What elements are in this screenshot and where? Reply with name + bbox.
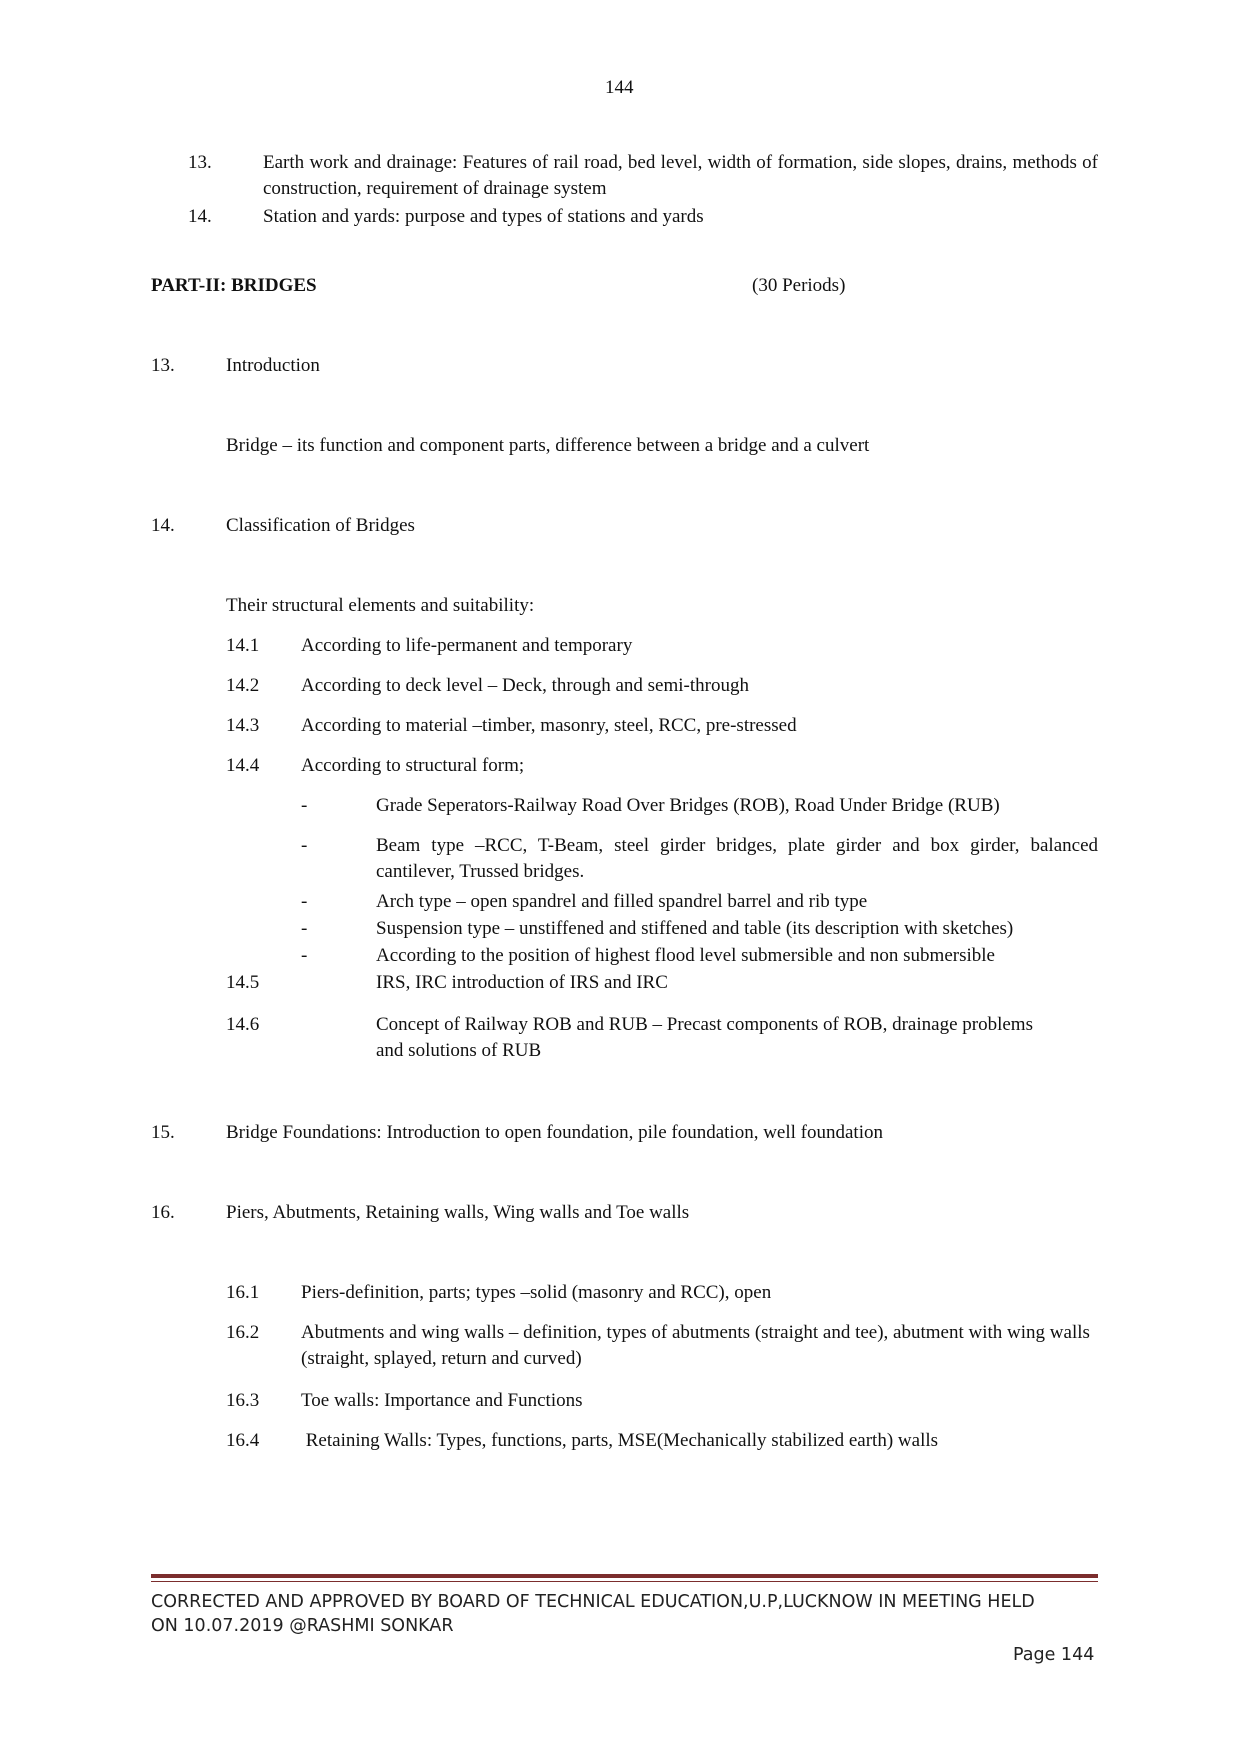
subsection-number: 16.2 — [226, 1322, 260, 1343]
subsection-text: According to deck level – Deck, through and semi-through — [301, 675, 749, 696]
bullet-text: Suspension type – unstiffened and stiffened and table (its description with sketches) — [376, 918, 1014, 939]
subsection-text: According to structural form; — [301, 755, 525, 776]
section-title: Introduction — [226, 355, 320, 376]
section-title: Piers, Abutments, Retaining walls, Wing walls and Toe walls — [226, 1202, 690, 1223]
bullet-dash: - — [301, 891, 308, 912]
footer-rule — [151, 1574, 1098, 1578]
subsection-number: 14.5 — [226, 972, 260, 993]
footer-rule-thin — [151, 1581, 1098, 1582]
subsection-text: Piers-definition, parts; types –solid (masonry and RCC), open — [301, 1282, 772, 1303]
top-item-text: Earth work and drainage: Features of rail road, bed level, width of formation, side slopes, drains, methods of construction, requirement of drainage system — [263, 152, 1098, 199]
subsection-text: According to life-permanent and temporary — [301, 635, 633, 656]
subsection-number: 16.1 — [226, 1282, 260, 1303]
subsection-number: 14.1 — [226, 635, 260, 656]
bullet-text: Beam type –RCC, T-Beam, steel girder bridges, plate girder and box girder, balanced cantilever, Trussed bridges. — [376, 835, 1098, 882]
bullet-text: Arch type – open spandrel and filled spandrel barrel and rib type — [376, 891, 868, 912]
page-number-top: 144 — [605, 77, 634, 98]
subsection-number: 14.2 — [226, 675, 260, 696]
subsection-number: 16.4 — [226, 1430, 260, 1451]
bullet-text: According to the position of highest flood level submersible and non submersible — [376, 945, 995, 966]
section-body: Bridge – its function and component parts, difference between a bridge and a culvert — [226, 435, 870, 456]
bullet-dash: - — [301, 835, 308, 856]
footer-line-2: ON 10.07.2019 @RASHMI SONKAR — [151, 1616, 454, 1636]
top-item-number: 14. — [188, 206, 212, 227]
footer-line-1: CORRECTED AND APPROVED BY BOARD OF TECHNICAL EDUCATION,U.P,LUCKNOW IN MEETING HELD — [151, 1592, 1035, 1612]
top-item-number: 13. — [188, 152, 212, 173]
bullet-dash: - — [301, 945, 308, 966]
bullet-dash: - — [301, 918, 308, 939]
subsection-text: IRS, IRC introduction of IRS and IRC — [376, 972, 668, 993]
top-item-text: Station and yards: purpose and types of stations and yards — [263, 206, 704, 227]
section-intro: Their structural elements and suitability: — [226, 595, 535, 616]
bullet-text: Grade Seperators-Railway Road Over Bridges (ROB), Road Under Bridge (RUB) — [376, 795, 1000, 816]
subsection-number: 14.6 — [226, 1014, 260, 1035]
subsection-text: According to material –timber, masonry, steel, RCC, pre-stressed — [301, 715, 797, 736]
subsection-text: Toe walls: Importance and Functions — [301, 1390, 583, 1411]
part-title: PART-II: BRIDGES — [151, 275, 317, 296]
footer-page-label: Page 144 — [1013, 1645, 1095, 1665]
subsection-text: Retaining Walls: Types, functions, parts, MSE(Mechanically stabilized earth) walls — [301, 1430, 939, 1451]
subsection-text: Abutments and wing walls – definition, types of abutments (straight and tee), abutment with wing walls (straight, splayed, return and curved) — [301, 1322, 1090, 1369]
subsection-number: 14.4 — [226, 755, 260, 776]
subsection-number: 16.3 — [226, 1390, 260, 1411]
section-number: 16. — [151, 1202, 175, 1223]
section-number: 15. — [151, 1122, 175, 1143]
subsection-number: 14.3 — [226, 715, 260, 736]
bullet-dash: - — [301, 795, 308, 816]
section-title: Classification of Bridges — [226, 515, 415, 536]
part-periods: (30 Periods) — [752, 275, 846, 296]
subsection-text: Concept of Railway ROB and RUB – Precast components of ROB, drainage problems and solutions of RUB — [376, 1014, 1033, 1061]
section-title: Bridge Foundations: Introduction to open foundation, pile foundation, well foundation — [226, 1122, 883, 1143]
section-number: 14. — [151, 515, 175, 536]
section-number: 13. — [151, 355, 175, 376]
